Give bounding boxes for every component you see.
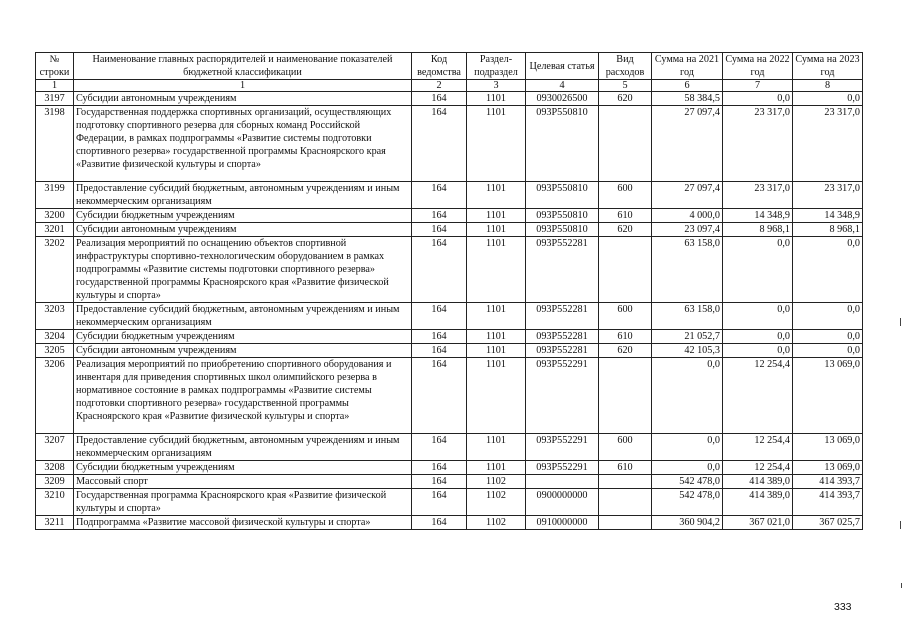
header-section: Раздел-подраздел — [467, 53, 526, 80]
table-row — [36, 489, 863, 516]
row-code-cell: 164 — [412, 344, 467, 358]
header-sum-2023: Сумма на 2023 год — [793, 53, 863, 80]
row-name-cell: Предоставление субсидий бюджетным, автономным учреждениям и иным некоммерческим организациям — [74, 303, 412, 330]
column-number: 3 — [467, 80, 526, 92]
row-number-cell: 3210 — [36, 489, 74, 516]
table-row — [36, 182, 863, 209]
row-section-cell: 1101 — [467, 209, 526, 223]
row-type-cell — [599, 237, 652, 303]
row-target-cell: 093P552281 — [526, 344, 599, 358]
row-sum-2022-cell: 0,0 — [723, 344, 793, 358]
table-body — [36, 92, 863, 530]
row-target-cell: 093P552281 — [526, 330, 599, 344]
header-type: Вид расходов — [599, 53, 652, 80]
row-sum-2022-cell: 0,0 — [723, 303, 793, 330]
row-sum-2021-cell: 27 097,4 — [652, 106, 723, 182]
row-name-cell: Подпрограмма «Развитие массовой физической культуры и спорта» — [74, 516, 412, 530]
row-code-cell: 164 — [412, 237, 467, 303]
scan-mark — [900, 318, 901, 326]
row-type-cell — [599, 358, 652, 434]
header-sum-2022: Сумма на 2022 год — [723, 53, 793, 80]
row-code-cell: 164 — [412, 330, 467, 344]
row-type-cell: 610 — [599, 209, 652, 223]
column-number: 5 — [599, 80, 652, 92]
row-number-cell: 3211 — [36, 516, 74, 530]
table-row — [36, 106, 863, 182]
row-number-cell: 3206 — [36, 358, 74, 434]
row-section-cell: 1101 — [467, 92, 526, 106]
row-sum-2022-cell: 414 389,0 — [723, 475, 793, 489]
row-code-cell: 164 — [412, 92, 467, 106]
table-row — [36, 330, 863, 344]
row-type-cell: 610 — [599, 330, 652, 344]
row-sum-2022-cell: 0,0 — [723, 330, 793, 344]
row-type-cell: 620 — [599, 344, 652, 358]
row-target-cell: 093P552281 — [526, 237, 599, 303]
row-section-cell: 1101 — [467, 434, 526, 461]
row-sum-2023-cell: 0,0 — [793, 303, 863, 330]
row-name-cell: Реализация мероприятий по приобретению спортивного оборудования и инвентаря для приведения спортивных школ олимпийского резерва в нормативное состояние в рамках подпрограммы «Развитие системы подготовки спортивного резерва» государственной программы Красноярского края «Развитие физической культуры и спорта» — [74, 358, 412, 434]
row-code-cell: 164 — [412, 106, 467, 182]
row-section-cell: 1102 — [467, 489, 526, 516]
row-sum-2023-cell: 0,0 — [793, 92, 863, 106]
row-sum-2023-cell: 23 317,0 — [793, 106, 863, 182]
row-code-cell: 164 — [412, 461, 467, 475]
row-section-cell: 1102 — [467, 475, 526, 489]
row-type-cell: 620 — [599, 92, 652, 106]
table-row — [36, 475, 863, 489]
row-sum-2021-cell: 542 478,0 — [652, 475, 723, 489]
row-target-cell: 093P550810 — [526, 209, 599, 223]
row-sum-2022-cell: 23 317,0 — [723, 106, 793, 182]
table-row — [36, 92, 863, 106]
column-number: 1 — [74, 80, 412, 92]
row-type-cell: 600 — [599, 182, 652, 209]
row-sum-2021-cell: 0,0 — [652, 358, 723, 434]
row-name-cell: Предоставление субсидий бюджетным, автономным учреждениям и иным некоммерческим организациям — [74, 182, 412, 209]
row-section-cell: 1101 — [467, 303, 526, 330]
row-section-cell: 1101 — [467, 182, 526, 209]
row-type-cell: 620 — [599, 223, 652, 237]
row-sum-2023-cell: 13 069,0 — [793, 461, 863, 475]
scan-mark — [900, 521, 901, 529]
row-sum-2023-cell: 0,0 — [793, 344, 863, 358]
row-sum-2021-cell: 27 097,4 — [652, 182, 723, 209]
row-sum-2022-cell: 0,0 — [723, 92, 793, 106]
row-code-cell: 164 — [412, 489, 467, 516]
row-sum-2022-cell: 12 254,4 — [723, 358, 793, 434]
row-number-cell: 3201 — [36, 223, 74, 237]
row-section-cell: 1101 — [467, 358, 526, 434]
row-target-cell: 0930026500 — [526, 92, 599, 106]
row-number-cell: 3200 — [36, 209, 74, 223]
row-type-cell: 610 — [599, 461, 652, 475]
row-section-cell: 1102 — [467, 516, 526, 530]
page-number: 333 — [834, 601, 852, 613]
row-number-cell: 3199 — [36, 182, 74, 209]
row-sum-2023-cell: 13 069,0 — [793, 358, 863, 434]
table-header — [36, 53, 863, 92]
scan-mark — [901, 583, 902, 588]
row-sum-2021-cell: 63 158,0 — [652, 237, 723, 303]
table-row — [36, 358, 863, 434]
row-section-cell: 1101 — [467, 237, 526, 303]
row-code-cell: 164 — [412, 358, 467, 434]
row-number-cell: 3198 — [36, 106, 74, 182]
row-sum-2022-cell: 414 389,0 — [723, 489, 793, 516]
column-number: 6 — [652, 80, 723, 92]
header-name: Наименование главных распорядителей и наименование показателей бюджетной классификации — [74, 53, 412, 80]
table-row — [36, 223, 863, 237]
row-target-cell: 093P552281 — [526, 303, 599, 330]
row-type-cell — [599, 516, 652, 530]
row-number-cell: 3197 — [36, 92, 74, 106]
column-number: 4 — [526, 80, 599, 92]
row-sum-2021-cell: 21 052,7 — [652, 330, 723, 344]
row-name-cell: Государственная поддержка спортивных организаций, осуществляющих подготовку спортивного резерва для сборных команд Российской Федерации, в рамках подпрограммы «Развитие системы подготовки спортивного резерва» государственной программы Красноярского края «Развитие физической культуры и спорта» — [74, 106, 412, 182]
row-name-cell: Предоставление субсидий бюджетным, автономным учреждениям и иным некоммерческим организациям — [74, 434, 412, 461]
row-number-cell: 3205 — [36, 344, 74, 358]
table-row — [36, 303, 863, 330]
row-sum-2023-cell: 414 393,7 — [793, 475, 863, 489]
table-row — [36, 434, 863, 461]
row-name-cell: Субсидии бюджетным учреждениям — [74, 330, 412, 344]
row-number-cell: 3207 — [36, 434, 74, 461]
row-section-cell: 1101 — [467, 461, 526, 475]
header-sum-2021: Сумма на 2021 год — [652, 53, 723, 80]
row-section-cell: 1101 — [467, 330, 526, 344]
row-sum-2023-cell: 0,0 — [793, 237, 863, 303]
row-code-cell: 164 — [412, 223, 467, 237]
column-number-row — [36, 80, 863, 92]
row-number-cell: 3202 — [36, 237, 74, 303]
row-sum-2023-cell: 23 317,0 — [793, 182, 863, 209]
row-sum-2022-cell: 12 254,4 — [723, 434, 793, 461]
row-sum-2022-cell: 23 317,0 — [723, 182, 793, 209]
row-sum-2023-cell: 8 968,1 — [793, 223, 863, 237]
table-row — [36, 344, 863, 358]
row-sum-2021-cell: 542 478,0 — [652, 489, 723, 516]
header-code: Код ведомства — [412, 53, 467, 80]
row-type-cell — [599, 475, 652, 489]
row-target-cell: 093P550810 — [526, 182, 599, 209]
row-name-cell: Субсидии автономным учреждениям — [74, 223, 412, 237]
row-sum-2021-cell: 360 904,2 — [652, 516, 723, 530]
row-sum-2021-cell: 0,0 — [652, 434, 723, 461]
row-target-cell: 093P550810 — [526, 223, 599, 237]
row-number-cell: 3209 — [36, 475, 74, 489]
row-name-cell: Реализация мероприятий по оснащению объектов спортивной инфраструктуры спортивно-технологическим оборудованием в рамках подпрограммы «Развитие системы подготовки спортивного резерва» государственной программы Красноярского края «Развитие физической культуры и спорта» — [74, 237, 412, 303]
row-number-cell: 3203 — [36, 303, 74, 330]
row-sum-2021-cell: 63 158,0 — [652, 303, 723, 330]
row-code-cell: 164 — [412, 303, 467, 330]
row-section-cell: 1101 — [467, 223, 526, 237]
table-row — [36, 461, 863, 475]
column-number: 2 — [412, 80, 467, 92]
column-number: 7 — [723, 80, 793, 92]
header-target: Целевая статья — [526, 53, 599, 80]
row-target-cell: 093P550810 — [526, 106, 599, 182]
row-sum-2022-cell: 14 348,9 — [723, 209, 793, 223]
row-section-cell: 1101 — [467, 344, 526, 358]
row-name-cell: Государственная программа Красноярского края «Развитие физической культуры и спорта» — [74, 489, 412, 516]
table-row — [36, 209, 863, 223]
row-code-cell: 164 — [412, 434, 467, 461]
row-code-cell: 164 — [412, 475, 467, 489]
header-row-no: № строки — [36, 53, 74, 80]
row-type-cell: 600 — [599, 434, 652, 461]
row-type-cell — [599, 489, 652, 516]
row-target-cell: 093P552291 — [526, 434, 599, 461]
row-name-cell: Субсидии автономным учреждениям — [74, 344, 412, 358]
row-name-cell: Субсидии бюджетным учреждениям — [74, 461, 412, 475]
row-sum-2023-cell: 0,0 — [793, 330, 863, 344]
row-name-cell: Массовый спорт — [74, 475, 412, 489]
table-row — [36, 516, 863, 530]
row-sum-2023-cell: 13 069,0 — [793, 434, 863, 461]
row-sum-2023-cell: 414 393,7 — [793, 489, 863, 516]
column-number: 1 — [36, 80, 74, 92]
row-sum-2021-cell: 42 105,3 — [652, 344, 723, 358]
row-target-cell: 0900000000 — [526, 489, 599, 516]
row-code-cell: 164 — [412, 182, 467, 209]
row-name-cell: Субсидии автономным учреждениям — [74, 92, 412, 106]
row-number-cell: 3204 — [36, 330, 74, 344]
row-type-cell: 600 — [599, 303, 652, 330]
row-target-cell: 093P552291 — [526, 358, 599, 434]
row-target-cell — [526, 475, 599, 489]
row-number-cell: 3208 — [36, 461, 74, 475]
row-sum-2022-cell: 367 021,0 — [723, 516, 793, 530]
row-sum-2021-cell: 0,0 — [652, 461, 723, 475]
table-row — [36, 237, 863, 303]
row-target-cell: 0910000000 — [526, 516, 599, 530]
budget-table — [35, 52, 863, 530]
row-sum-2023-cell: 367 025,7 — [793, 516, 863, 530]
row-sum-2022-cell: 12 254,4 — [723, 461, 793, 475]
row-sum-2021-cell: 4 000,0 — [652, 209, 723, 223]
column-number: 8 — [793, 80, 863, 92]
row-code-cell: 164 — [412, 209, 467, 223]
row-type-cell — [599, 106, 652, 182]
row-section-cell: 1101 — [467, 106, 526, 182]
row-sum-2022-cell: 8 968,1 — [723, 223, 793, 237]
row-name-cell: Субсидии бюджетным учреждениям — [74, 209, 412, 223]
row-sum-2022-cell: 0,0 — [723, 237, 793, 303]
row-code-cell: 164 — [412, 516, 467, 530]
row-sum-2021-cell: 23 097,4 — [652, 223, 723, 237]
row-sum-2021-cell: 58 384,5 — [652, 92, 723, 106]
row-sum-2023-cell: 14 348,9 — [793, 209, 863, 223]
row-target-cell: 093P552291 — [526, 461, 599, 475]
